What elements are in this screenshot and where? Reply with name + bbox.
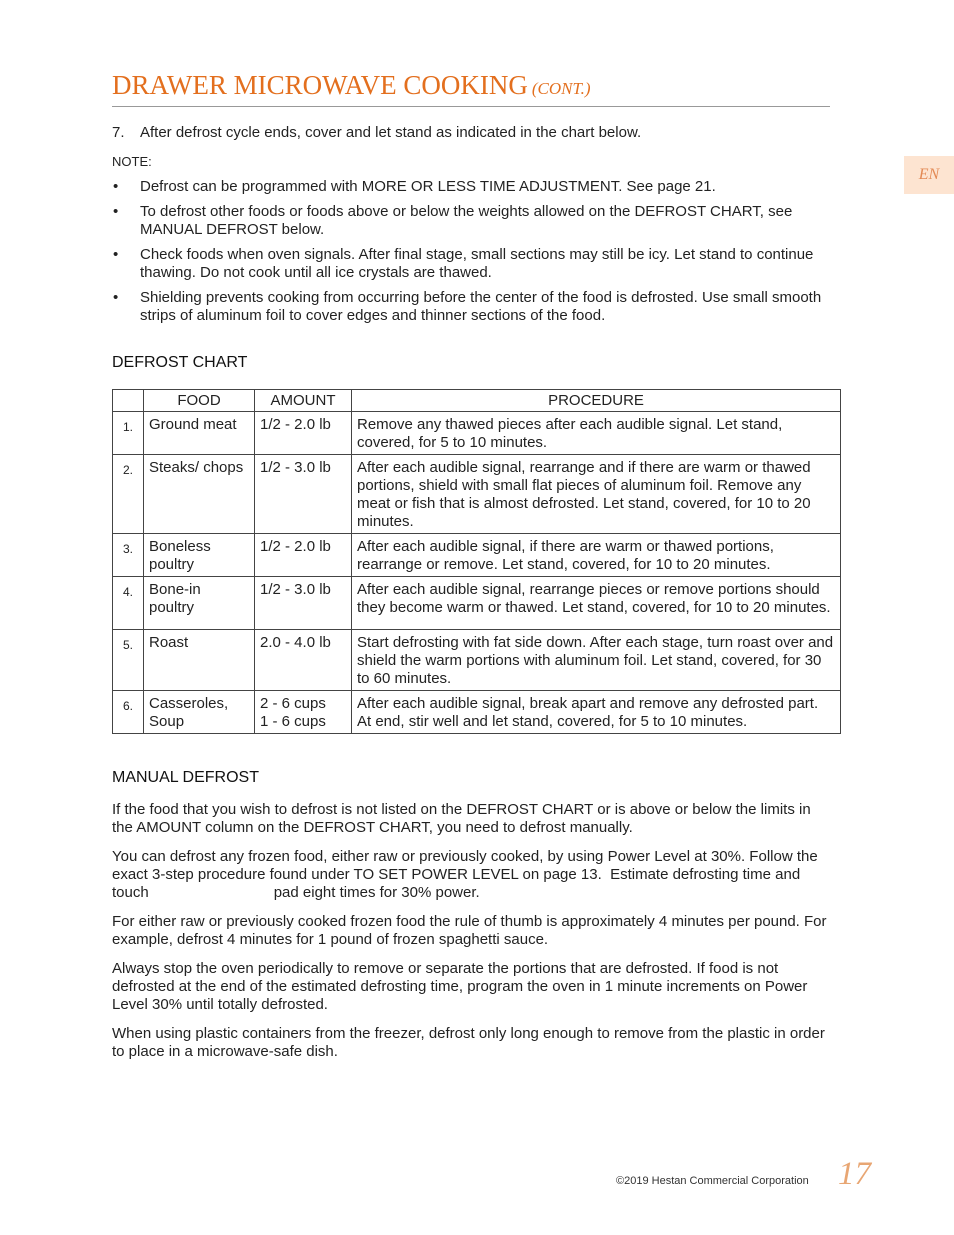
procedure-cell: After each audible signal, if there are warm or thawed portions, rearrange or remove. Let stand, covered, for 10 to 20 minutes. [352, 534, 841, 577]
amount-cell: 1/2 - 3.0 lb [255, 455, 352, 534]
manual-defrost-heading: MANUAL DEFROST [112, 769, 259, 786]
amount-cell: 2.0 - 4.0 lb [255, 630, 352, 691]
list-item [112, 289, 824, 326]
defrost-chart-heading: DEFROST CHART [112, 354, 248, 371]
food-cell: Boneless poultry [144, 534, 255, 577]
paragraph: You can defrost any frozen food, either raw or previously cooked, by using Power Level at 30%. Follow the exact 3-step procedure found under TO SET POWER LEVEL on page 13. Estimate defrosting time and touch pad eight times for 30% power. [112, 848, 822, 901]
manual-defrost-body [112, 801, 827, 1072]
paragraph: For either raw or previously cooked frozen food the rule of thumb is approximately 4 minutes per pound. For example, defrost 4 minutes for 1 pound of frozen spaghetti sauce. [112, 913, 827, 948]
bullet-text: Defrost can be programmed with MORE OR LESS TIME ADJUSTMENT. See page 21. [140, 178, 716, 195]
step-7 [112, 123, 641, 142]
column-header-food: FOOD [144, 390, 255, 412]
bullet-marker: • [113, 245, 119, 263]
bullet-text: To defrost other foods or foods above or below the weights allowed on the DEFROST CHART, see MANUAL DEFROST below. [140, 202, 793, 238]
note-label: NOTE: [112, 154, 152, 169]
amount-cell: 1/2 - 2.0 lb [255, 534, 352, 577]
page-title-suffix: (CONT.) [531, 79, 591, 98]
food-cell: Ground meat [144, 412, 255, 455]
table-row [113, 577, 841, 630]
bullet-marker: • [113, 202, 119, 220]
bullet-text: Check foods when oven signals. After final stage, small sections may still be icy. Let stand to continue thawing. Do not cook until all ice crystals are thawed. [140, 245, 814, 281]
row-index: 5. [113, 630, 144, 691]
amount-cell: 2 - 6 cups 1 - 6 cups [255, 691, 352, 734]
procedure-cell: After each audible signal, break apart and remove any defrosted part. At end, stir well and let stand, covered, for 5 to 10 minutes. [352, 691, 841, 734]
food-cell: Steaks/ chops [144, 455, 255, 534]
bullet-marker: • [113, 178, 119, 195]
page-title [112, 68, 830, 107]
procedure-cell: After each audible signal, rearrange pieces or remove portions should they become warm or thawed. Let stand, covered, for 10 to 20 minutes. [352, 577, 841, 630]
page-number: 17 [838, 1156, 871, 1192]
page-title-text: DRAWER MICROWAVE COOKING [112, 70, 528, 100]
defrost-chart-table [112, 389, 841, 734]
step-text: After defrost cycle ends, cover and let stand as indicated in the chart below. [140, 124, 642, 141]
table-row [113, 630, 841, 691]
step-number: 7. [112, 124, 125, 141]
list-item [112, 203, 824, 240]
procedure-cell: After each audible signal, rearrange and if there are warm or thawed portions, shield with small flat pieces of aluminum foil. Remove any meat or fish that is almost defrosted. Let stand, covered, for 10 to 20 minutes. [352, 455, 841, 534]
food-cell: Roast [144, 630, 255, 691]
row-index: 6. [113, 691, 144, 734]
column-header-index [113, 390, 144, 412]
paragraph: Always stop the oven periodically to remove or separate the portions that are defrosted. If food is not defrosted at the end of the estimated defrosting time, program the oven in 1 minute increments on Power Level 30% until totally defrosted. [112, 960, 808, 1013]
amount-cell: 1/2 - 3.0 lb [255, 577, 352, 630]
food-cell: Casseroles, Soup [144, 691, 255, 734]
footer-copyright: ©2019 Hestan Commercial Corporation [616, 1175, 809, 1187]
list-item [112, 246, 824, 283]
column-header-amount: AMOUNT [255, 390, 352, 412]
row-index: 2. [113, 455, 144, 534]
table-row [113, 412, 841, 455]
food-cell: Bone-in poultry [144, 577, 255, 630]
column-header-procedure: PROCEDURE [352, 390, 841, 412]
note-bullet-list [112, 178, 824, 332]
language-tab[interactable]: EN [904, 156, 954, 194]
bullet-text: Shielding prevents cooking from occurring before the center of the food is defrosted. Use small smooth strips of aluminum foil to cover edges and thinner sections of the food. [140, 288, 822, 324]
amount-cell: 1/2 - 2.0 lb [255, 412, 352, 455]
row-index: 3. [113, 534, 144, 577]
procedure-cell: Remove any thawed pieces after each audible signal. Let stand, covered, for 5 to 10 minutes. [352, 412, 841, 455]
paragraph: If the food that you wish to defrost is not listed on the DEFROST CHART or is above or below the limits in the AMOUNT column on the DEFROST CHART, you need to defrost manually. [112, 801, 811, 836]
table-row [113, 455, 841, 534]
table-row [113, 691, 841, 734]
table-row [113, 534, 841, 577]
row-index: 1. [113, 412, 144, 455]
procedure-cell: Start defrosting with fat side down. After each stage, turn roast over and shield the warm portions with aluminum foil. Let stand, covered, for 30 to 60 minutes. [352, 630, 841, 691]
table-header-row [113, 390, 841, 412]
list-item [112, 178, 824, 197]
bullet-marker: • [113, 288, 119, 306]
row-index: 4. [113, 577, 144, 630]
paragraph: When using plastic containers from the freezer, defrost only long enough to remove from the plastic in order to place in a microwave-safe dish. [112, 1025, 825, 1060]
